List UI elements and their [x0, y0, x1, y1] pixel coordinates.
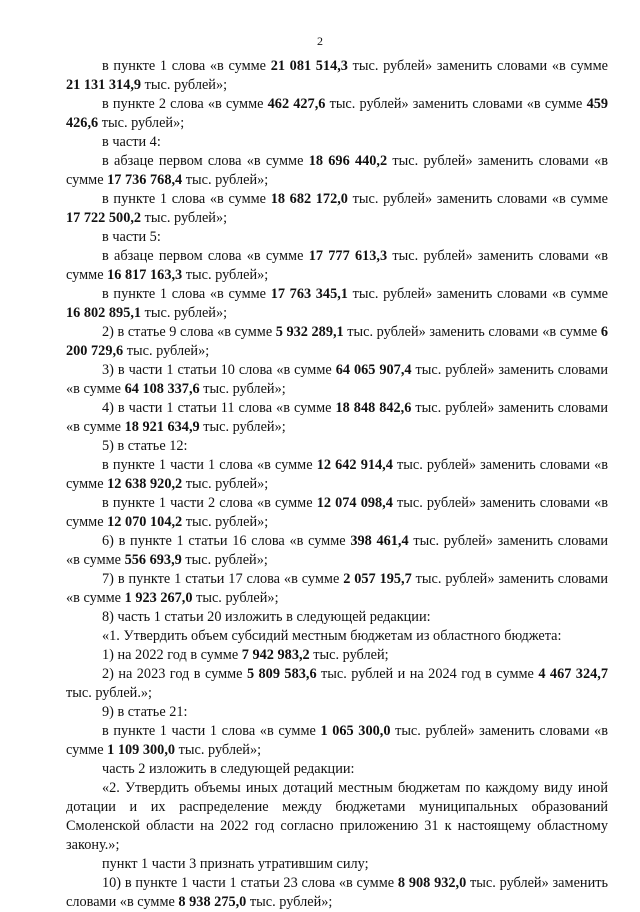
paragraph	[66, 760, 608, 779]
amount-value: 21 131 314,9	[66, 77, 142, 93]
amount-value: 18 848 842,6	[335, 400, 412, 416]
amount-value: 1 923 267,0	[124, 590, 193, 606]
amount-value: 12 070 104,2	[107, 514, 183, 530]
text-run: в пункте 1 части 2 слова «в сумме	[102, 495, 317, 511]
text-run: тыс. рублей» заменить словами «в сумме	[66, 723, 608, 758]
text-run: тыс. рублей» заменить словами «в сумме	[66, 400, 608, 435]
amount-value: 7 942 983,2	[241, 647, 310, 663]
text-run: «2. Утвердить объемы иных дотаций местным бюджетам по каждому виду иной дотации и их распределение между бюджетами муниципальных образований Смоленской области на 2022 год согласно приложению 31 к настоящему областному закону.»;	[66, 780, 608, 853]
text-run: 9) в статье 21:	[102, 704, 188, 720]
paragraph	[66, 437, 608, 456]
text-run: тыс. рублей» заменить словами «в сумме	[343, 324, 601, 340]
paragraph	[66, 152, 608, 190]
text-run: 5) в статье 12:	[102, 438, 188, 454]
text-run: «1. Утвердить объем субсидий местным бюджетам из областного бюджета:	[102, 628, 562, 644]
paragraph	[66, 228, 608, 247]
amount-value: 16 817 163,3	[107, 267, 183, 283]
text-run: тыс. рублей» заменить словами «в сумме	[66, 571, 608, 606]
text-run: тыс. рублей» заменить словами «в сумме	[66, 362, 608, 397]
text-run: пункт 1 части 3 признать утратившим силу;	[102, 856, 369, 872]
amount-value: 556 693,9	[124, 552, 182, 568]
paragraph	[66, 456, 608, 494]
text-run: тыс. рублей» заменить словами «в сумме	[66, 248, 608, 283]
text-run: 1) на 2022 год в сумме	[102, 647, 242, 663]
amount-value: 18 696 440,2	[308, 153, 388, 169]
text-run: тыс. рублей» заменить словами «в сумме	[66, 457, 609, 492]
text-run: тыс. рублей»;	[199, 419, 286, 435]
text-run: тыс. рублей»;	[141, 77, 228, 93]
amount-value: 12 074 098,4	[316, 495, 393, 511]
amount-value: 18 682 172,0	[270, 191, 348, 207]
paragraph	[66, 779, 608, 855]
document-body	[66, 57, 608, 912]
text-run: 2) на 2023 год в сумме	[102, 666, 247, 682]
amount-value: 4 467 324,7	[538, 666, 608, 682]
paragraph	[66, 570, 608, 608]
text-run: тыс. рублей»;	[199, 381, 286, 397]
amount-value: 8 908 932,0	[397, 875, 467, 891]
text-run: тыс. рублей»;	[181, 552, 268, 568]
paragraph	[66, 608, 608, 627]
text-run: тыс. рублей»;	[141, 305, 228, 321]
amount-value: 12 638 920,2	[107, 476, 183, 492]
amount-value: 64 108 337,6	[124, 381, 200, 397]
text-run: в пункте 1 слова «в сумме	[102, 58, 271, 74]
text-run: тыс. рублей»;	[246, 894, 333, 910]
paragraph	[66, 532, 608, 570]
text-run: тыс. рублей»;	[182, 476, 269, 492]
text-run: тыс. рублей»;	[175, 742, 262, 758]
text-run: 2) в статье 9 слова «в сумме	[102, 324, 276, 340]
text-run: 8) часть 1 статьи 20 изложить в следующей редакции:	[102, 609, 431, 625]
text-run: 4) в части 1 статьи 11 слова «в сумме	[102, 400, 336, 416]
paragraph	[66, 646, 608, 665]
amount-value: 6 200 729,6	[66, 324, 608, 359]
amount-value: 16 802 895,1	[66, 305, 142, 321]
text-run: 6) в пункте 1 статьи 16 слова «в сумме	[102, 533, 351, 549]
amount-value: 5 809 583,6	[246, 666, 317, 682]
text-run: тыс. рублей» заменить словами «в сумме	[66, 495, 609, 530]
page-number: 2	[317, 34, 323, 48]
text-run: тыс. рублей»;	[182, 172, 269, 188]
text-run: тыс. рублей»;	[98, 115, 185, 131]
text-run: тыс. рублей.»;	[66, 685, 153, 701]
text-run: в пункте 1 части 1 слова «в сумме	[102, 457, 317, 473]
text-run: в пункте 2 слова «в сумме	[102, 96, 268, 112]
text-run: тыс. рублей и на 2024 год в сумме	[316, 666, 539, 682]
text-run: тыс. рублей» заменить словами «в сумме	[347, 58, 608, 74]
paragraph	[66, 703, 608, 722]
text-run: тыс. рублей» заменить словами «в сумме	[66, 875, 608, 910]
text-run: тыс. рублей»;	[182, 514, 269, 530]
amount-value: 8 938 275,0	[178, 894, 247, 910]
amount-value: 12 642 914,4	[316, 457, 393, 473]
amount-value: 64 065 907,4	[335, 362, 412, 378]
paragraph	[66, 722, 608, 760]
text-run: 3) в части 1 статьи 10 слова «в сумме	[102, 362, 336, 378]
amount-value: 18 921 634,9	[124, 419, 200, 435]
text-run: тыс. рублей» заменить словами «в сумме	[347, 191, 608, 207]
text-run: тыс. рублей»;	[141, 210, 228, 226]
amount-value: 462 427,6	[267, 96, 326, 112]
text-run: тыс. рублей»;	[182, 267, 269, 283]
paragraph	[66, 323, 608, 361]
amount-value: 17 763 345,1	[270, 286, 348, 302]
paragraph	[66, 627, 608, 646]
text-run: тыс. рублей;	[309, 647, 389, 663]
text-run: 7) в пункте 1 статьи 17 слова «в сумме	[102, 571, 344, 587]
text-run: тыс. рублей» заменить словами «в сумме	[325, 96, 587, 112]
text-run: в части 4:	[102, 134, 161, 150]
paragraph	[66, 665, 608, 703]
amount-value: 1 065 300,0	[320, 723, 391, 739]
paragraph	[66, 285, 608, 323]
amount-value: 21 081 514,3	[270, 58, 348, 74]
paragraph	[66, 874, 608, 912]
amount-value: 17 736 768,4	[107, 172, 183, 188]
text-run: тыс. рублей» заменить словами «в сумме	[66, 533, 609, 568]
amount-value: 459 426,6	[66, 96, 609, 131]
text-run: 10) в пункте 1 части 1 статьи 23 слова «в сумме	[102, 875, 398, 891]
paragraph	[66, 190, 608, 228]
text-run: часть 2 изложить в следующей редакции:	[102, 761, 355, 777]
paragraph	[66, 399, 608, 437]
text-run: тыс. рублей»;	[123, 343, 210, 359]
text-run: тыс. рублей» заменить словами «в сумме	[66, 153, 608, 188]
text-run: в абзаце первом слова «в сумме	[102, 248, 309, 264]
amount-value: 17 722 500,2	[66, 210, 142, 226]
paragraph	[66, 855, 608, 874]
text-run: в пункте 1 части 1 слова «в сумме	[102, 723, 321, 739]
text-run: в пункте 1 слова «в сумме	[102, 286, 271, 302]
paragraph	[66, 95, 608, 133]
amount-value: 17 777 613,3	[308, 248, 388, 264]
text-run: тыс. рублей» заменить словами «в сумме	[347, 286, 608, 302]
amount-value: 2 057 195,7	[343, 571, 412, 587]
amount-value: 5 932 289,1	[275, 324, 344, 340]
paragraph	[66, 133, 608, 152]
paragraph	[66, 361, 608, 399]
text-run: в абзаце первом слова «в сумме	[102, 153, 309, 169]
paragraph	[66, 247, 608, 285]
amount-value: 398 461,4	[350, 533, 409, 549]
paragraph	[66, 494, 608, 532]
text-run: в пункте 1 слова «в сумме	[102, 191, 271, 207]
text-run: в части 5:	[102, 229, 161, 245]
amount-value: 1 109 300,0	[107, 742, 176, 758]
text-run: тыс. рублей»;	[192, 590, 279, 606]
paragraph	[66, 57, 608, 95]
